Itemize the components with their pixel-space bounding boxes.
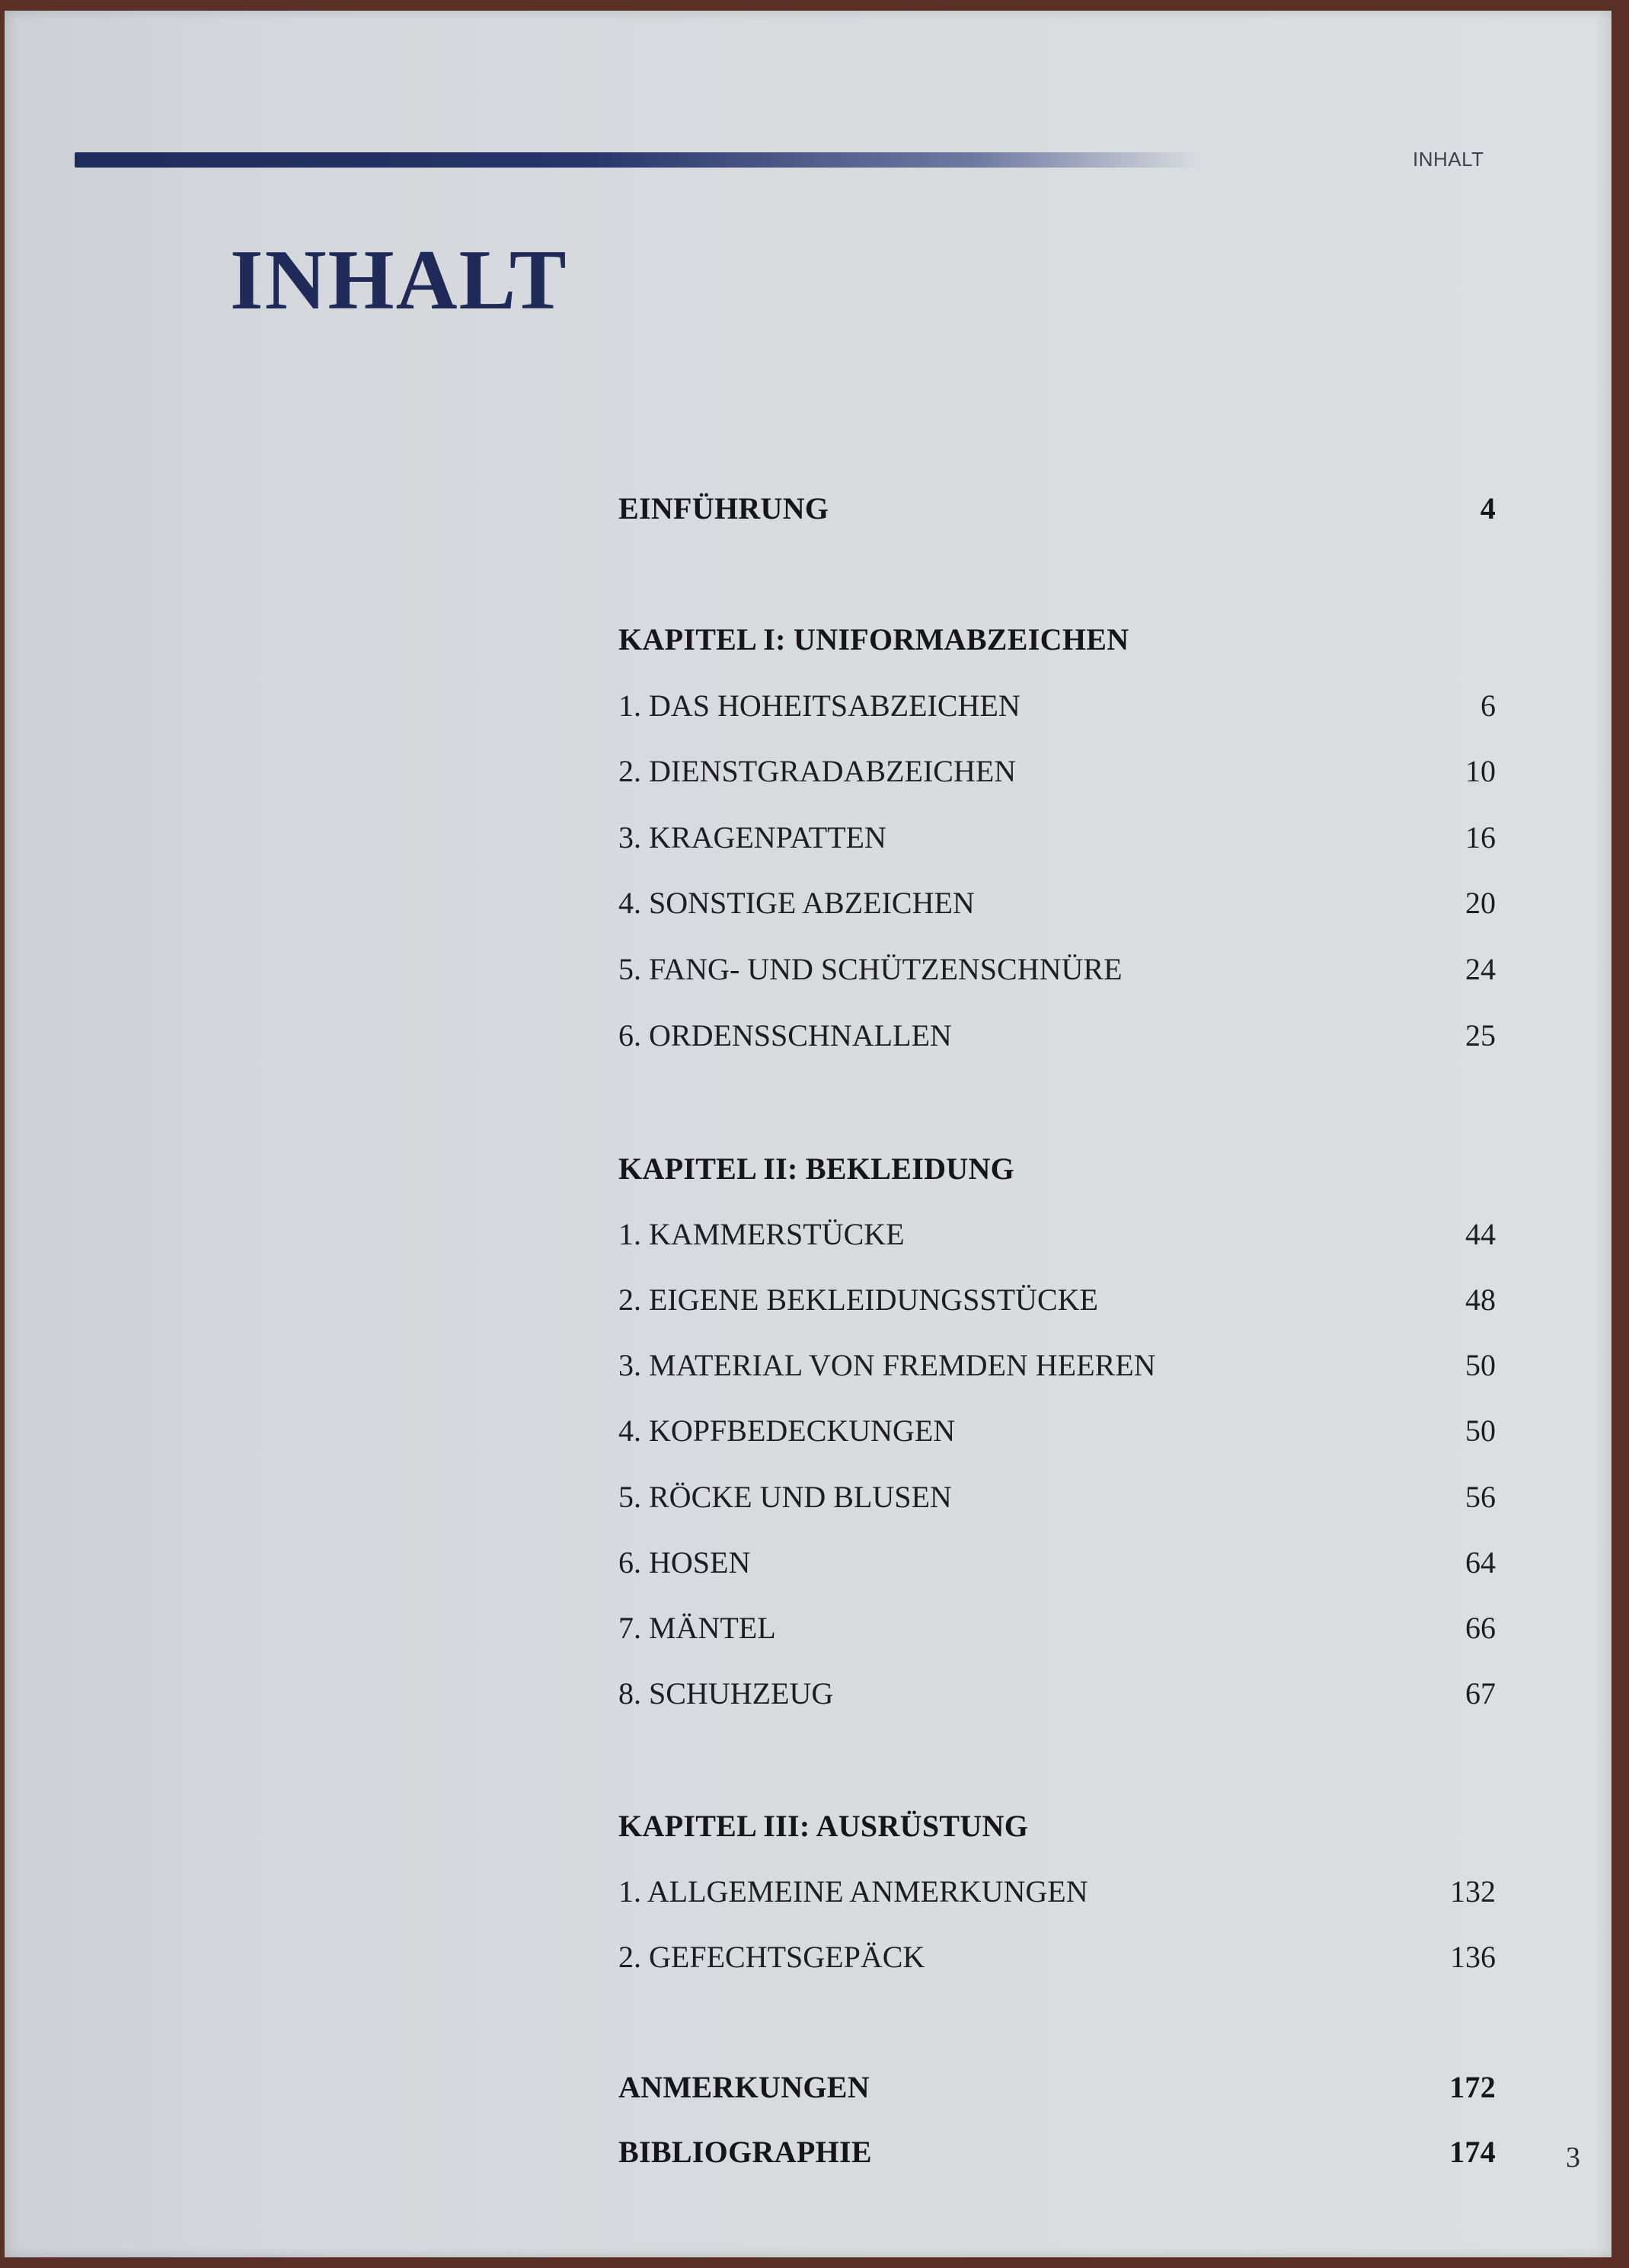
toc-chapter-heading — [618, 1808, 1496, 1844]
toc-entry-page: 136 — [1450, 1940, 1496, 1974]
toc-chapter-heading — [618, 1151, 1496, 1187]
toc-entry-page: 24 — [1465, 952, 1496, 986]
toc-entry — [618, 1610, 1496, 1646]
toc-entry-label: KAPITEL II: BEKLEIDUNG — [618, 1152, 1015, 1186]
toc-entry-label: 1. KAMMERSTÜCKE — [618, 1217, 905, 1251]
toc-entry — [618, 1347, 1496, 1383]
page-number: 3 — [1566, 2142, 1580, 2174]
toc-entry-label: 4. KOPFBEDECKUNGEN — [618, 1414, 956, 1448]
toc-entry-page: 50 — [1465, 1348, 1496, 1382]
toc-entry-label: 7. MÄNTEL — [618, 1611, 776, 1645]
toc-entry — [618, 1544, 1496, 1580]
toc-entry — [618, 688, 1496, 724]
toc-entry-label: 8. SCHUHZEUG — [618, 1676, 834, 1711]
toc-entry-page: 172 — [1449, 2070, 1496, 2104]
toc-entry — [618, 753, 1496, 789]
toc-entry-page: 44 — [1465, 1217, 1496, 1251]
toc-entry-page: 25 — [1465, 1018, 1496, 1053]
toc-entry-page: 132 — [1450, 1874, 1496, 1909]
toc-entry-label: 4. SONSTIGE ABZEICHEN — [618, 886, 975, 920]
toc-entry — [618, 1939, 1496, 1975]
toc-entry — [618, 490, 1496, 526]
toc-entry-label: KAPITEL I: UNIFORMABZEICHEN — [618, 622, 1129, 656]
toc-entry — [618, 1675, 1496, 1711]
toc-entry-label: EINFÜHRUNG — [618, 491, 829, 525]
toc-entry — [618, 819, 1496, 855]
toc-entry-page: 50 — [1465, 1414, 1496, 1448]
toc-entry-page: 10 — [1465, 754, 1496, 788]
toc-entry-label: 6. HOSEN — [618, 1545, 751, 1580]
toc-entry — [618, 1017, 1496, 1053]
toc-entry-page: 67 — [1465, 1676, 1496, 1711]
toc-entry — [618, 2069, 1496, 2105]
toc-entry — [618, 1873, 1496, 1909]
toc-entry-label: 5. FANG- UND SCHÜTZENSCHNÜRE — [618, 952, 1123, 986]
toc-entry-page: 48 — [1465, 1283, 1496, 1317]
toc-entry-page: 56 — [1465, 1480, 1496, 1514]
toc-entry-page: 4 — [1480, 491, 1496, 525]
running-head: INHALT — [1413, 148, 1484, 171]
toc-entry-page: 64 — [1465, 1545, 1496, 1580]
toc-entry — [618, 1216, 1496, 1252]
toc-entry — [618, 885, 1496, 921]
toc-entry-page: 174 — [1449, 2135, 1496, 2169]
toc-entry-label: KAPITEL III: AUSRÜSTUNG — [618, 1809, 1029, 1843]
header-rule — [75, 152, 1202, 168]
toc-entry-label: 2. GEFECHTSGEPÄCK — [618, 1940, 925, 1974]
toc-chapter-heading — [618, 621, 1496, 657]
toc-entry-page: 16 — [1465, 820, 1496, 854]
book-page — [5, 11, 1611, 2257]
toc-entry-label: ANMERKUNGEN — [618, 2070, 870, 2104]
toc-entry — [618, 951, 1496, 987]
toc-entry-label: 6. ORDENSSCHNALLEN — [618, 1018, 952, 1053]
toc-entry-label: 2. EIGENE BEKLEIDUNGSSTÜCKE — [618, 1283, 1098, 1317]
toc-entry-label: 5. RÖCKE UND BLUSEN — [618, 1480, 952, 1514]
toc-entry-label: 1. ALLGEMEINE ANMERKUNGEN — [618, 1874, 1088, 1909]
toc-entry-label: 3. MATERIAL VON FREMDEN HEEREN — [618, 1348, 1156, 1382]
page-title: INHALT — [230, 233, 568, 327]
toc-entry — [618, 1413, 1496, 1449]
toc-entry-label: 2. DIENSTGRADABZEICHEN — [618, 754, 1017, 788]
toc-entry-page: 66 — [1465, 1611, 1496, 1645]
toc-entry — [618, 1479, 1496, 1515]
toc-entry-label: 1. DAS HOHEITSABZEICHEN — [618, 688, 1021, 723]
toc-entry — [618, 2134, 1496, 2170]
toc-entry — [618, 1282, 1496, 1318]
toc-entry-page: 6 — [1480, 688, 1496, 723]
toc-entry-label: BIBLIOGRAPHIE — [618, 2135, 872, 2169]
toc-entry-label: 3. KRAGENPATTEN — [618, 820, 886, 854]
toc-entry-page: 20 — [1465, 886, 1496, 920]
